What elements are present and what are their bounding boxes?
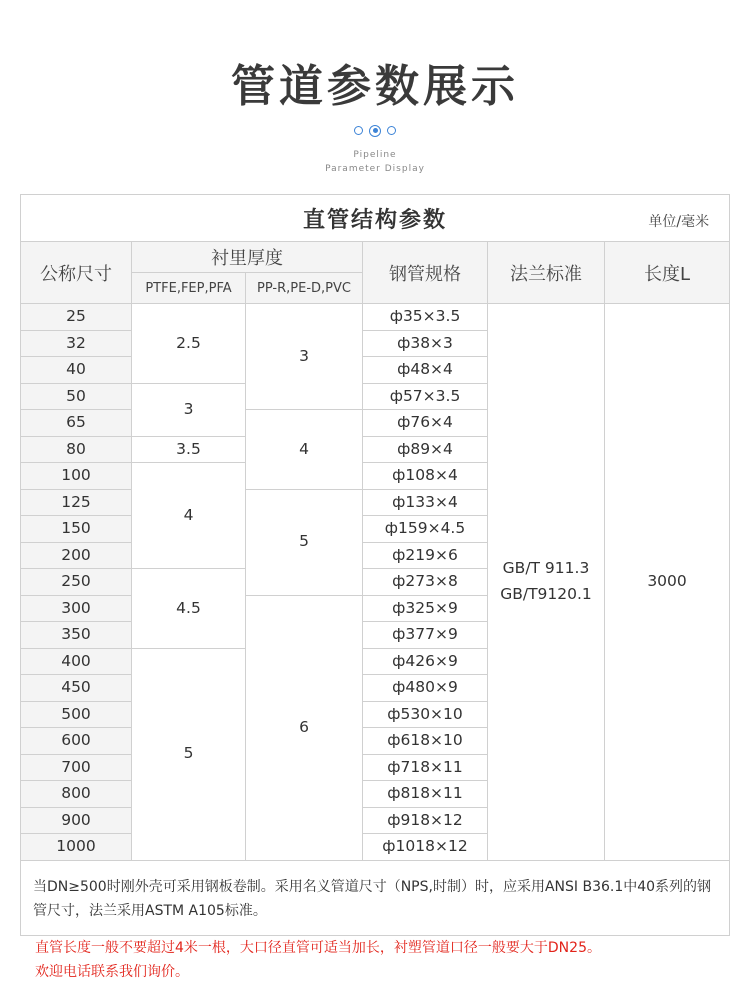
page-title: 管道参数展示 [231,61,519,112]
dn-cell: 65 [21,410,132,437]
flange-line1: GB/T 911.3 [502,559,590,578]
lining-a-cell: 3 [132,383,246,436]
flange-line2: GB/T9120.1 [500,584,592,603]
lining-b-cell: 3 [246,304,363,410]
dn-cell: 50 [21,383,132,410]
lining-a-cell: 5 [132,648,246,860]
params-table [20,194,730,936]
subtitle-line2: Parameter Display [325,164,425,174]
steel-cell: ф76×4 [363,410,488,437]
steel-cell: ф108×4 [363,463,488,490]
steel-cell: ф273×8 [363,569,488,596]
steel-cell: ф377×9 [363,622,488,649]
steel-cell: ф480×9 [363,675,488,702]
page-header [0,0,750,190]
header-length: 长度L [605,242,730,304]
dot-icon [387,126,396,135]
steel-cell: ф219×6 [363,542,488,569]
header-lining-thickness: 衬里厚度 [132,242,363,273]
lining-b-cell: 4 [246,410,363,490]
dn-cell: 200 [21,542,132,569]
table-title-cell [21,195,730,242]
dn-cell: 80 [21,436,132,463]
red-note [35,936,735,984]
steel-cell: ф38×3 [363,330,488,357]
dn-cell: 100 [21,463,132,490]
lining-a-cell: 3.5 [132,436,246,463]
dn-cell: 450 [21,675,132,702]
steel-cell: ф35×3.5 [363,304,488,331]
steel-cell: ф48×4 [363,357,488,384]
length-cell: 3000 [605,304,730,861]
dn-cell: 800 [21,781,132,808]
header-lining-b: PP-R,PE-D,PVC [246,273,363,304]
unit-label: 单位/毫米 [648,214,710,230]
steel-cell: ф530×10 [363,701,488,728]
subtitle-line1: Pipeline [353,150,397,160]
dot-icon [354,126,363,135]
steel-cell: ф1018×12 [363,834,488,861]
steel-cell: ф426×9 [363,648,488,675]
header-dn: 公称尺寸 [21,242,132,304]
header-lining-a: PTFE,FEP,PFA [132,273,246,304]
dn-cell: 40 [21,357,132,384]
decorative-dots [0,120,750,139]
steel-cell: ф618×10 [363,728,488,755]
lining-a-cell: 4 [132,463,246,569]
steel-cell: ф918×12 [363,807,488,834]
table-note: 当DN≥500时刚外壳可采用钢板卷制。采用名义管道尺寸（NPS,时制）时，应采用ANSI B36.1中40系列的钢管尺寸，法兰采用ASTM A105标准。 [21,860,730,935]
steel-cell: ф718×11 [363,754,488,781]
dn-cell: 300 [21,595,132,622]
steel-cell: ф57×3.5 [363,383,488,410]
dn-cell: 600 [21,728,132,755]
flange-cell [488,304,605,861]
dn-cell: 25 [21,304,132,331]
steel-cell: ф325×9 [363,595,488,622]
dn-cell: 350 [21,622,132,649]
dn-cell: 125 [21,489,132,516]
lining-a-cell: 4.5 [132,569,246,649]
header-flange: 法兰标准 [488,242,605,304]
dn-cell: 150 [21,516,132,543]
red-note-line2: 欢迎电话联系我们询价。 [35,964,189,980]
dot-active-icon [369,125,381,137]
dn-cell: 900 [21,807,132,834]
steel-cell: ф818×11 [363,781,488,808]
red-note-line1: 直管长度一般不要超过4米一根，大口径直管可适当加长，衬塑管道口径一般要大于DN25。 [35,940,601,956]
lining-b-cell: 6 [246,595,363,860]
lining-a-cell: 2.5 [132,304,246,384]
dn-cell: 700 [21,754,132,781]
dn-cell: 1000 [21,834,132,861]
steel-cell: ф89×4 [363,436,488,463]
steel-cell: ф159×4.5 [363,516,488,543]
table-title: 直管结构参数 [303,207,448,233]
lining-b-cell: 5 [246,489,363,595]
dn-cell: 32 [21,330,132,357]
params-table-wrapper [20,194,729,936]
dn-cell: 400 [21,648,132,675]
dn-cell: 250 [21,569,132,596]
header-steel-pipe: 钢管规格 [363,242,488,304]
dn-cell: 500 [21,701,132,728]
steel-cell: ф133×4 [363,489,488,516]
